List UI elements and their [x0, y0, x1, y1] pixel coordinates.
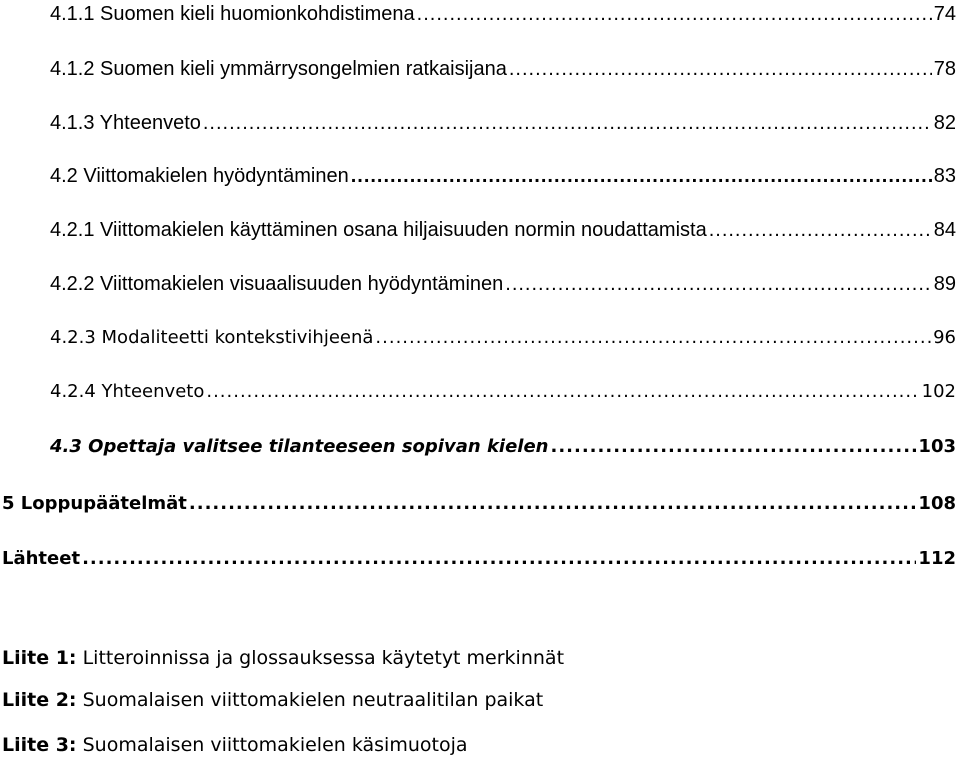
toc-leader-dots: [709, 220, 932, 240]
appendix-text: Suomalaisen viittomakielen neutraalitilan paikat: [82, 689, 544, 711]
toc-entry-title: 4.2.4 Yhteenveto: [50, 381, 205, 402]
toc-entry-title: 4.1.1 Suomen kieli huomionkohdistimena: [50, 3, 415, 25]
toc-entry-page: 74: [933, 3, 956, 25]
appendix-label: Liite 2:: [2, 689, 77, 711]
toc-entry[interactable]: [50, 274, 956, 294]
toc-entry-title: 4.2.1 Viittomakielen käyttäminen osana hiljaisuuden normin noudattamista: [50, 219, 707, 241]
toc-entry-page: 112: [918, 548, 956, 569]
toc-entry[interactable]: [50, 4, 956, 24]
appendix-item[interactable]: [2, 649, 564, 668]
toc-entry-title: 4.3 Opettaja valitsee tilanteeseen sopivan kielen: [50, 436, 549, 457]
appendix-text: Litteroinnissa ja glossauksessa käytetyt merkinnät: [82, 647, 565, 669]
toc-entry-page: 96: [933, 327, 956, 348]
toc-entry-page: 84: [933, 219, 956, 241]
toc-entry[interactable]: [50, 383, 956, 401]
toc-entry-page: 78: [933, 58, 956, 80]
toc-entry[interactable]: [50, 220, 956, 240]
toc-leader-dots: [375, 329, 931, 347]
toc-leader-dots: [550, 438, 916, 456]
toc-entry[interactable]: [50, 166, 956, 186]
toc-leader-dots: [509, 59, 932, 79]
appendix-item[interactable]: [2, 736, 468, 755]
toc-entry[interactable]: [50, 113, 956, 133]
toc-entry-page: 108: [918, 493, 956, 514]
toc-entry-title: 5 Loppupäätelmät: [2, 493, 187, 514]
toc-entry[interactable]: [50, 329, 956, 347]
toc-entry-page: 82: [933, 112, 956, 134]
toc-leader-dots: [351, 166, 932, 186]
toc-entry-title: Lähteet: [2, 548, 81, 569]
toc-leader-dots: [203, 113, 932, 133]
toc-entry-title: 4.2 Viittomakielen hyödyntäminen: [50, 165, 349, 187]
toc-entry-title: 4.2.3 Modaliteetti kontekstivihjeenä: [50, 327, 374, 348]
toc-leader-dots: [417, 4, 932, 24]
toc-entry-page: 103: [918, 436, 956, 457]
toc-entry-page: 89: [933, 273, 956, 295]
toc-entry[interactable]: [50, 438, 956, 456]
toc-entry-title: 4.1.3 Yhteenveto: [50, 112, 201, 134]
appendix-item[interactable]: [2, 691, 543, 710]
appendix-label: Liite 3:: [2, 734, 77, 756]
appendix-label: Liite 1:: [2, 647, 77, 669]
toc-entry-page: 102: [921, 381, 956, 402]
toc-entry-title: 4.2.2 Viittomakielen visuaalisuuden hyödyntäminen: [50, 273, 504, 295]
toc-leader-dots: [189, 495, 917, 513]
toc-leader-dots: [505, 274, 931, 294]
appendix-text: Suomalaisen viittomakielen käsimuotoja: [82, 734, 468, 756]
toc-leader-dots: [206, 383, 919, 401]
toc-entry-page: 83: [933, 165, 956, 187]
toc-entry[interactable]: [50, 59, 956, 79]
toc-leader-dots: [82, 550, 916, 568]
toc-entry[interactable]: [2, 550, 956, 568]
toc-entry-title: 4.1.2 Suomen kieli ymmärrysongelmien ratkaisijana: [50, 58, 507, 80]
toc-entry[interactable]: [2, 495, 956, 513]
